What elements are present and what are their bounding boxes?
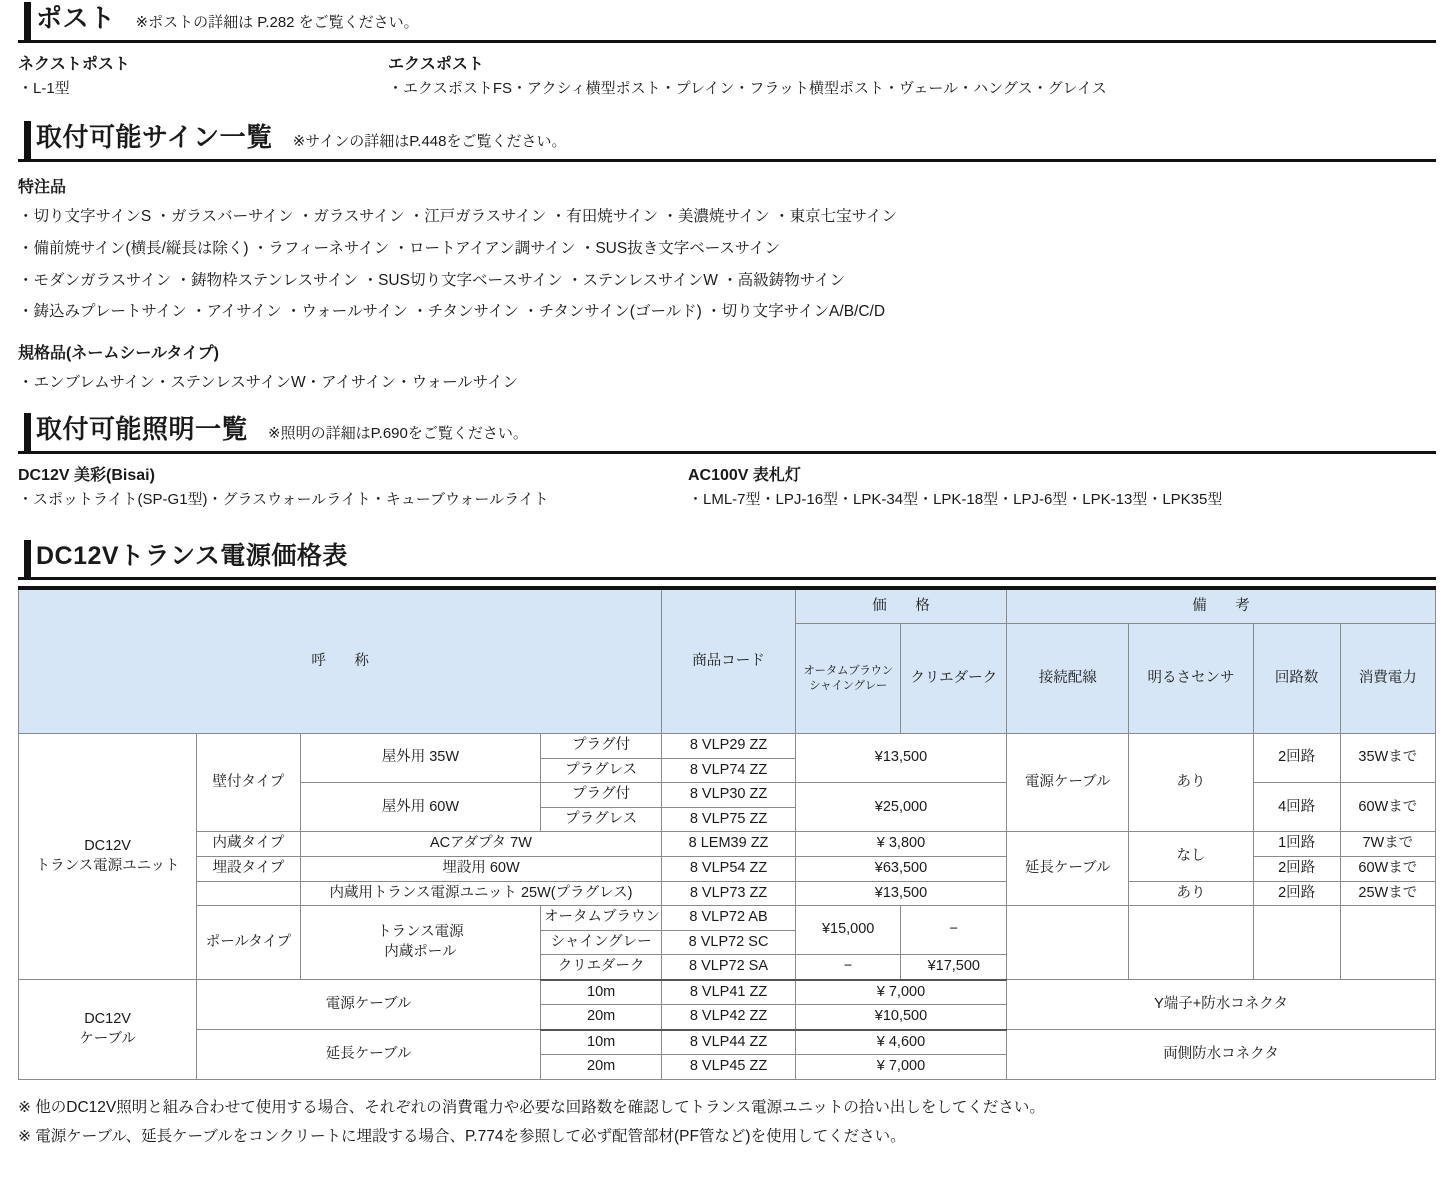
cell-circuits: 2回路 [1253, 856, 1340, 881]
lighting-group-ac100v-title: AC100V 表札灯 [688, 466, 801, 484]
table-body-transformer-unit [19, 734, 1436, 980]
post-group-next [18, 53, 388, 101]
cell-sensor: あり [1129, 734, 1253, 832]
table-row [19, 881, 1436, 906]
cell-power-empty [1340, 906, 1435, 980]
th-code: 商品コード [662, 588, 796, 734]
cell-price: ¥ 4,600 [795, 1030, 1006, 1055]
cell-code: 8 VLP72 SA [662, 955, 796, 980]
cell-variant: プラグレス [541, 807, 662, 832]
cell-power: 7Wまで [1340, 832, 1435, 857]
cell-group-label-cable [19, 980, 197, 1080]
table-row [19, 1030, 1436, 1055]
lighting-group-ac100v [688, 464, 1436, 512]
cell-sensor-empty [1129, 906, 1253, 980]
lighting-group-dc12v [18, 464, 688, 512]
th-price-shine-line2: シャイングレー [809, 679, 888, 692]
th-sensor: 明るさセンサ [1129, 624, 1253, 734]
cell-variant: プラグ付 [541, 783, 662, 808]
cell-spec: 延長ケーブル [197, 1030, 541, 1080]
cell-circuits-empty [1253, 906, 1340, 980]
cell-circuits: 2回路 [1253, 734, 1340, 783]
section-title-post: ポスト [36, 3, 116, 33]
cell-variant: 10m [541, 980, 662, 1005]
post-group-exp-title: エクスポスト [388, 55, 484, 73]
cell-circuits: 1回路 [1253, 832, 1340, 857]
signs-block-special [18, 174, 1436, 328]
cell-power: 25Wまで [1340, 881, 1435, 906]
section-header-signs [18, 119, 1436, 162]
cell-circuits: 2回路 [1253, 881, 1340, 906]
spacer [18, 399, 1436, 411]
cell-spec: 屋外用 60W [300, 783, 540, 832]
section-title-price-table: DC12Vトランス電源価格表 [36, 541, 348, 570]
section-title-signs: 取付可能サイン一覧 [36, 121, 273, 152]
table-row [19, 832, 1436, 857]
table-row [19, 906, 1436, 931]
cell-code: 8 VLP54 ZZ [662, 856, 796, 881]
cell-spec: 内蔵用トランス電源ユニット 25W(プラグレス) [300, 881, 661, 906]
cell-price: ¥ 7,000 [795, 1055, 1006, 1080]
cell-price: ¥13,500 [795, 734, 1006, 783]
cell-price: ¥63,500 [795, 856, 1006, 881]
group-label-line1: DC12V [84, 838, 131, 855]
cell-code: 8 VLP29 ZZ [662, 734, 796, 759]
group-label-line2: トランス電源ユニット [35, 857, 180, 874]
section-header-price-table [18, 538, 1436, 580]
cell-wiring: 電源ケーブル [1007, 734, 1129, 832]
lighting-groups [18, 464, 1436, 512]
lighting-group-dc12v-items: ・スポットライト(SP-G1型)・グラスウォールライト・キューブウォールライト [18, 490, 549, 508]
section-note-post: ※ポストの詳細は P.282 をご覧ください。 [135, 14, 419, 31]
cell-variant: オータムブラウン [541, 906, 662, 931]
post-group-exp [388, 53, 1436, 101]
post-group-exp-items: ・エクスポストFS・アクシィ横型ポスト・プレイン・フラット横型ポスト・ヴェール・ハングス・グレイス [388, 79, 1107, 97]
cell-variant: クリエダーク [541, 955, 662, 980]
cell-wiring-empty [1007, 906, 1129, 980]
cell-remark: Y端子+防水コネクタ [1007, 980, 1436, 1030]
section-note-signs: ※サインの詳細はP.448をご覧ください。 [292, 132, 567, 150]
cell-spec: 屋外用 35W [300, 734, 540, 783]
cell-variant: 20m [541, 1005, 662, 1030]
spacer [18, 101, 1436, 119]
th-circuits: 回路数 [1253, 624, 1340, 734]
cell-spec: ACアダプタ 7W [300, 832, 661, 857]
cell-sensor: あり [1129, 881, 1253, 906]
cell-code: 8 LEM39 ZZ [662, 832, 796, 857]
list-item: ・備前焼サイン(横長/縦長は除く) ・ラフィーネサイン ・ロートアイアン調サイン ・SUS抜き文字ベースサイン [18, 239, 781, 257]
cell-type: 内蔵タイプ [197, 832, 301, 857]
cell-type: 壁付タイプ [197, 734, 301, 832]
section-title-lighting: 取付可能照明一覧 [36, 413, 249, 444]
cell-code: 8 VLP30 ZZ [662, 783, 796, 808]
list-item: ・切り文字サインS ・ガラスバーサイン ・ガラスサイン ・江戸ガラスサイン ・有田焼サイン ・美濃焼サイン ・東京七宝サイン [18, 207, 898, 225]
cell-price: ¥13,500 [795, 881, 1006, 906]
cell-spec: 埋設用 60W [300, 856, 661, 881]
cell-power: 60Wまで [1340, 856, 1435, 881]
cell-sensor: なし [1129, 832, 1253, 881]
cell-variant: 10m [541, 1030, 662, 1055]
th-power: 消費電力 [1340, 624, 1435, 734]
footnote: ※ 電源ケーブル、延長ケーブルをコンクリートに埋設する場合、P.774を参照して必ず配管部材(PF管など)を使用してください。 [18, 1127, 906, 1145]
th-wiring: 接続配線 [1007, 624, 1129, 734]
cell-spec: 電源ケーブル [197, 980, 541, 1030]
post-groups [18, 53, 1436, 101]
signs-block-standard [18, 340, 1436, 399]
cell-price: ¥25,000 [795, 783, 1006, 832]
th-name: 呼 称 [19, 588, 662, 734]
cell-spec-line2: 内蔵ポール [384, 943, 457, 960]
cell-variant: 20m [541, 1055, 662, 1080]
spacer [18, 512, 1436, 538]
cell-code: 8 VLP44 ZZ [662, 1030, 796, 1055]
table-row [19, 980, 1436, 1005]
cell-price-autumn: ¥15,000 [795, 906, 901, 955]
cell-power: 35Wまで [1340, 734, 1435, 783]
footnote: ※ 他のDC12V照明と組み合わせて使用する場合、それぞれの消費電力や必要な回路数を確認してトランス電源ユニットの拾い出しをしてください。 [18, 1099, 1045, 1116]
cell-spec-line1: トランス電源 [377, 924, 464, 941]
th-price-autumn-shine [795, 624, 901, 734]
cell-type: ポールタイプ [197, 906, 301, 980]
table-header-row-1 [19, 588, 1436, 624]
lighting-group-ac100v-items: ・LML-7型・LPJ-16型・LPK-34型・LPK-18型・LPJ-6型・LPK-13型・LPK35型 [688, 490, 1223, 508]
cell-code: 8 VLP41 ZZ [662, 980, 796, 1005]
cell-spec [300, 906, 540, 980]
section-header-post [18, 0, 1436, 43]
cell-variant: プラグレス [541, 758, 662, 783]
cell-price: ¥ 7,000 [795, 980, 1006, 1005]
cell-power: 60Wまで [1340, 783, 1435, 832]
cell-code: 8 VLP74 ZZ [662, 758, 796, 783]
signs-block-special-title: 特注品 [18, 178, 67, 196]
list-item: ・モダンガラスサイン ・鋳物枠ステンレスサイン ・SUS切り文字ベースサイン ・ステンレスサインW ・高級鋳物サイン [18, 271, 846, 289]
price-table-wrap [18, 586, 1436, 1080]
cell-code: 8 VLP42 ZZ [662, 1005, 796, 1030]
cell-price: ¥10,500 [795, 1005, 1006, 1030]
cell-code: 8 VLP73 ZZ [662, 881, 796, 906]
group-label-line1: DC12V [84, 1011, 131, 1028]
th-price-group: 価 格 [795, 588, 1006, 624]
cell-price-autumn: − [795, 955, 901, 980]
cell-wiring: 延長ケーブル [1007, 832, 1129, 906]
cell-variant: シャイングレー [541, 930, 662, 955]
lighting-group-dc12v-title: DC12V 美彩(Bisai) [18, 466, 155, 484]
list-item: ・エンブレムサイン・ステンレスサインW・アイサイン・ウォールサイン [18, 374, 519, 392]
signs-block-standard-title: 規格品(ネームシールタイプ) [18, 345, 219, 363]
table-head [19, 588, 1436, 734]
th-price-autumn-line1: オータムブラウン [803, 664, 893, 677]
group-label-line2: ケーブル [79, 1030, 136, 1047]
cell-type [197, 881, 301, 906]
footnotes [18, 1094, 1436, 1151]
cell-price-crea: − [901, 906, 1007, 955]
th-price-crea: クリエダーク [901, 624, 1007, 734]
dc12v-transformer-price-table [18, 586, 1436, 1080]
th-remarks-group: 備 考 [1007, 588, 1436, 624]
post-group-next-title: ネクストポスト [18, 55, 130, 73]
cell-group-label-unit [19, 734, 197, 980]
section-header-lighting [18, 411, 1436, 454]
table-row [19, 734, 1436, 759]
section-note-lighting: ※照明の詳細はP.690をご覧ください。 [268, 424, 528, 442]
cell-circuits: 4回路 [1253, 783, 1340, 832]
cell-code: 8 VLP72 AB [662, 906, 796, 931]
cell-price: ¥ 3,800 [795, 832, 1006, 857]
cell-code: 8 VLP75 ZZ [662, 807, 796, 832]
cell-code: 8 VLP45 ZZ [662, 1055, 796, 1080]
post-group-next-items: ・L-1型 [18, 79, 70, 97]
cell-price-crea: ¥17,500 [901, 955, 1007, 980]
cell-type: 埋設タイプ [197, 856, 301, 881]
list-item: ・鋳込みプレートサイン ・アイサイン ・ウォールサイン ・チタンサイン ・チタンサイン(ゴールド) ・切り文字サインA/B/C/D [18, 303, 886, 321]
cell-remark: 両側防水コネクタ [1007, 1030, 1436, 1080]
table-body-cable [19, 980, 1436, 1080]
cell-code: 8 VLP72 SC [662, 930, 796, 955]
cell-variant: プラグ付 [541, 734, 662, 759]
